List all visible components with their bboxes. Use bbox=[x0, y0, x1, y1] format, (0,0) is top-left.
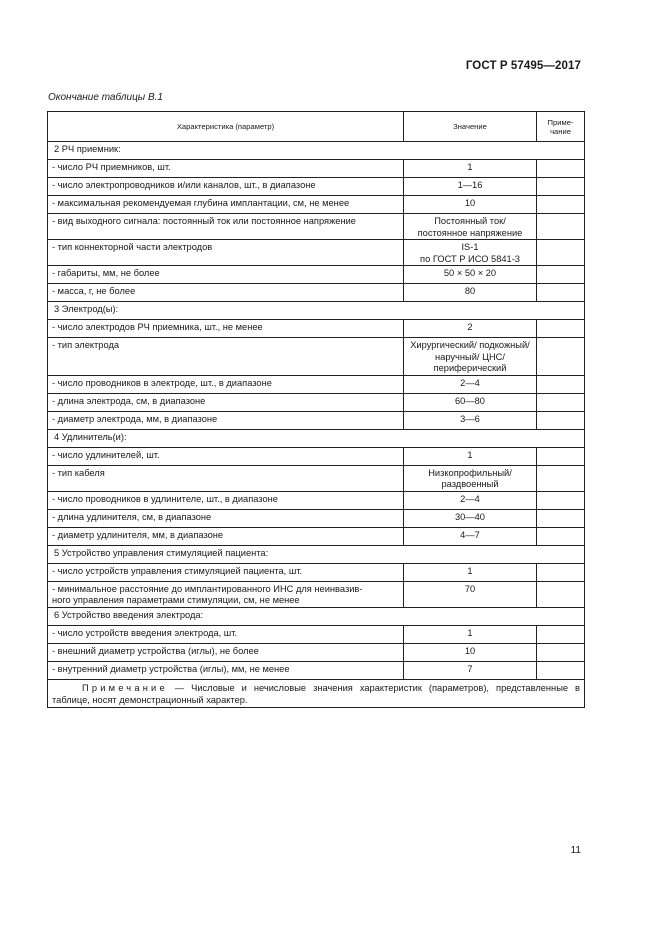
note-cell bbox=[537, 581, 585, 607]
value-cell: 2 bbox=[404, 320, 537, 338]
note-text: — Числовые и нечисловые значения характеристик (параметров), представленные в таблице, носят демонстрационный характер. bbox=[52, 682, 580, 705]
parameter-cell: - тип электрода bbox=[48, 338, 404, 376]
note-cell bbox=[537, 266, 585, 284]
value-cell: 4—7 bbox=[404, 527, 537, 545]
section-row bbox=[48, 545, 585, 563]
table-row bbox=[48, 160, 585, 178]
document-code: ГОСТ Р 57495—2017 bbox=[465, 60, 581, 72]
table-row bbox=[48, 465, 585, 491]
note-cell bbox=[537, 509, 585, 527]
parameter-cell: - тип коннекторной части электродов bbox=[48, 240, 404, 266]
note-cell bbox=[537, 447, 585, 465]
parameter-cell: - внутренний диаметр устройства (иглы), мм, не менее bbox=[48, 661, 404, 679]
value-cell: 30—40 bbox=[404, 509, 537, 527]
table-body bbox=[48, 142, 585, 708]
table-row bbox=[48, 581, 585, 607]
value-cell: 1—16 bbox=[404, 178, 537, 196]
note-cell bbox=[537, 491, 585, 509]
note-cell bbox=[537, 196, 585, 214]
parameter-cell: - вид выходного сигнала: постоянный ток или постоянное напряжение bbox=[48, 214, 404, 240]
value-cell: Хирургический/ подкожный/ наручный/ ЦНС/ периферический bbox=[404, 338, 537, 376]
parameter-cell: - масса, г, не более bbox=[48, 284, 404, 302]
note-cell bbox=[537, 465, 585, 491]
parameter-cell: - число устройств введения электрода, шт. bbox=[48, 625, 404, 643]
table-header-row bbox=[48, 112, 585, 142]
note-label: Примечание bbox=[82, 682, 168, 693]
table-row bbox=[48, 509, 585, 527]
specification-table bbox=[47, 111, 585, 708]
parameter-cell: - число электродов РЧ приемника, шт., не менее bbox=[48, 320, 404, 338]
value-cell: 10 bbox=[404, 196, 537, 214]
section-title: 6 Устройство введения электрода: bbox=[48, 607, 585, 625]
table-row bbox=[48, 625, 585, 643]
value-cell: 80 bbox=[404, 284, 537, 302]
section-title: 2 РЧ приемник: bbox=[48, 142, 585, 160]
table-row bbox=[48, 491, 585, 509]
table-row bbox=[48, 338, 585, 376]
note-cell bbox=[537, 411, 585, 429]
parameter-cell: - число электропроводников и/или каналов, шт., в диапазоне bbox=[48, 178, 404, 196]
table-row bbox=[48, 240, 585, 266]
table-row bbox=[48, 393, 585, 411]
value-cell: 2—4 bbox=[404, 375, 537, 393]
section-title: 4 Удлинитель(и): bbox=[48, 429, 585, 447]
note-cell bbox=[537, 338, 585, 376]
parameter-cell: - максимальная рекомендуемая глубина имплантации, см, не менее bbox=[48, 196, 404, 214]
value-cell: 3—6 bbox=[404, 411, 537, 429]
note-cell bbox=[537, 393, 585, 411]
header-value: Значение bbox=[404, 112, 537, 142]
value-cell: 50 × 50 × 20 bbox=[404, 266, 537, 284]
table-row bbox=[48, 643, 585, 661]
table-row bbox=[48, 447, 585, 465]
section-row bbox=[48, 302, 585, 320]
value-cell: 1 bbox=[404, 563, 537, 581]
page-number: 11 bbox=[570, 845, 581, 856]
note-cell bbox=[537, 527, 585, 545]
section-title: 5 Устройство управления стимуляцией пациента: bbox=[48, 545, 585, 563]
table-row bbox=[48, 196, 585, 214]
value-cell: 10 bbox=[404, 643, 537, 661]
section-row bbox=[48, 142, 585, 160]
parameter-cell: - число проводников в удлинителе, шт., в диапазоне bbox=[48, 491, 404, 509]
note-cell bbox=[537, 240, 585, 266]
value-cell: 2—4 bbox=[404, 491, 537, 509]
note-row bbox=[48, 679, 585, 707]
section-row bbox=[48, 429, 585, 447]
value-cell: Низкопрофильный/ раздвоенный bbox=[404, 465, 537, 491]
value-cell: Постоянный ток/ постоянное напряжение bbox=[404, 214, 537, 240]
parameter-cell: - длина удлинителя, см, в диапазоне bbox=[48, 509, 404, 527]
note-cell bbox=[537, 284, 585, 302]
table-row bbox=[48, 214, 585, 240]
value-cell: 1 bbox=[404, 447, 537, 465]
value-cell: 7 bbox=[404, 661, 537, 679]
table-caption: Окончание таблицы В.1 bbox=[48, 92, 163, 103]
note-cell bbox=[537, 320, 585, 338]
note-cell bbox=[537, 661, 585, 679]
value-cell: 1 bbox=[404, 625, 537, 643]
parameter-cell: - число устройств управления стимуляцией пациента, шт. bbox=[48, 563, 404, 581]
note-cell bbox=[537, 643, 585, 661]
table-note bbox=[48, 679, 585, 707]
section-title: 3 Электрод(ы): bbox=[48, 302, 585, 320]
header-parameter: Характеристика (параметр) bbox=[48, 112, 404, 142]
note-cell bbox=[537, 178, 585, 196]
parameter-cell: - тип кабеля bbox=[48, 465, 404, 491]
table-row bbox=[48, 266, 585, 284]
parameter-cell: - внешний диаметр устройства (иглы), не более bbox=[48, 643, 404, 661]
parameter-cell: - число РЧ приемников, шт. bbox=[48, 160, 404, 178]
table-row bbox=[48, 411, 585, 429]
table-row bbox=[48, 375, 585, 393]
parameter-cell: - габариты, мм, не более bbox=[48, 266, 404, 284]
parameter-cell: - минимальное расстояние до имплантированного ИНС для неинвазив- ного управления параметрами стимуляции, см, не менее bbox=[48, 581, 404, 607]
value-cell: 70 bbox=[404, 581, 537, 607]
value-cell: IS-1 по ГОСТ Р ИСО 5841-3 bbox=[404, 240, 537, 266]
parameter-cell: - диаметр удлинителя, мм, в диапазоне bbox=[48, 527, 404, 545]
table-row bbox=[48, 284, 585, 302]
note-cell bbox=[537, 563, 585, 581]
table-row bbox=[48, 563, 585, 581]
note-cell bbox=[537, 160, 585, 178]
parameter-cell: - число удлинителей, шт. bbox=[48, 447, 404, 465]
header-note: Приме- чание bbox=[537, 112, 585, 142]
table-row bbox=[48, 661, 585, 679]
note-cell bbox=[537, 625, 585, 643]
value-cell: 60—80 bbox=[404, 393, 537, 411]
table-row bbox=[48, 527, 585, 545]
note-cell bbox=[537, 214, 585, 240]
note-cell bbox=[537, 375, 585, 393]
section-row bbox=[48, 607, 585, 625]
parameter-cell: - диаметр электрода, мм, в диапазоне bbox=[48, 411, 404, 429]
value-cell: 1 bbox=[404, 160, 537, 178]
parameter-cell: - число проводников в электроде, шт., в диапазоне bbox=[48, 375, 404, 393]
table-row bbox=[48, 178, 585, 196]
parameter-cell: - длина электрода, см, в диапазоне bbox=[48, 393, 404, 411]
table-row bbox=[48, 320, 585, 338]
